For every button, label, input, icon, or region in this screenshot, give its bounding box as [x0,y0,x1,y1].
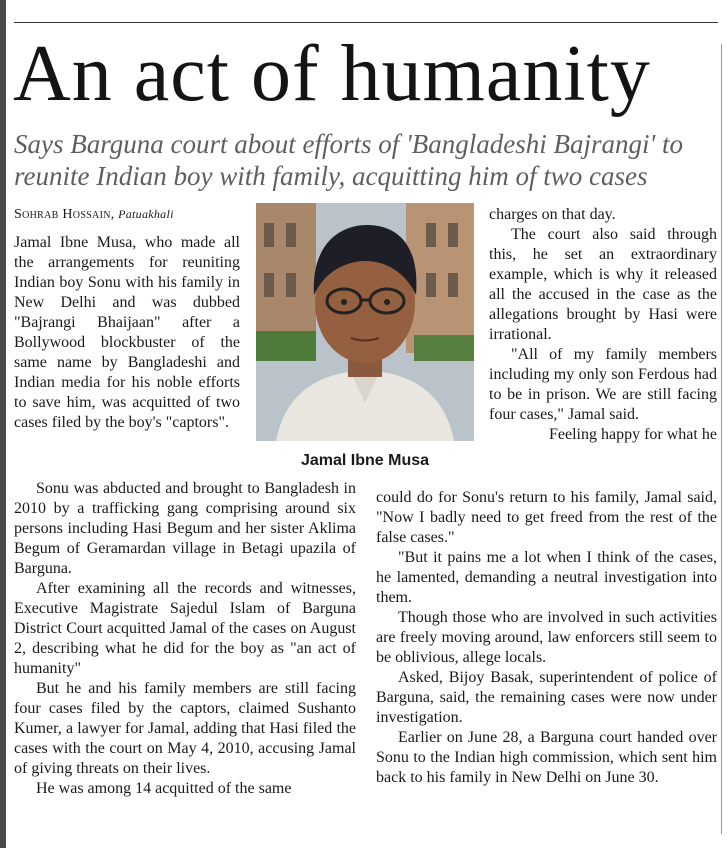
byline-location: Patuakhali [118,207,174,221]
paragraph: could do for Sonu's return to his family, Jamal said, "Now I badly need to get freed from the rest of the false cases." [376,489,717,546]
paragraph: charges on that day. [489,206,616,223]
byline [14,206,174,223]
paragraph: Though those who are involved in such activities are freely moving around, law enforcers still seem to be oblivious, allege locals. [376,609,717,666]
paragraph: Asked, Bijoy Basak, superintendent of police of Barguna, said, the remaining cases were now under investigation. [376,669,717,726]
byline-name: Sohrab Hossain, [14,207,115,222]
portrait-photo [256,203,474,441]
paragraph: Sonu was abducted and brought to Bangladesh in 2010 by a trafficking gang comprising around six persons including Hasi Begum and her sister Aklima Begum of Geramardan village in Betagi upazila of Barguna. [14,480,356,577]
paragraph: But he and his family members are still facing four cases filed by the captors, claimed Sushanto Kumer, a lawyer for Jamal, adding that Hasi filed the cases with the court on May 4, 2010, accusing Jamal of giving threats on their lives. [14,680,356,777]
paragraph: Jamal Ibne Musa, who made all the arrangements for reuniting Indian boy Sonu with his family in New Delhi and was dubbed "Bajrangi Bhaijaan" after a Bollywood blockbuster of the same name by Bangladeshi and Indian media for his noble efforts to save him, was acquitted of two cases filed by the boy's "captors". [14,234,240,431]
column-rule [721,44,722,834]
page-edge-shadow [0,0,6,848]
paragraph: Earlier on June 28, a Barguna court handed over Sonu to the Indian high commission, which sent him back to his family in New Delhi on June 30. [376,729,717,786]
paragraph: "All of my family members including my only son Ferdous had to be in prison. We are still facing four cases," Jamal said. [489,346,717,423]
paragraph: The court also said through this, he set an extraordinary example, which is why it released all the accused in the case as the allegations brought by Hasi were irrational. [489,226,717,343]
paragraph: After examining all the records and witnesses, Executive Magistrate Sajedul Islam of Barguna District Court acquitted Jamal of the cases on August 2, describing what he did for the boy as "an act of humanity" [14,580,356,677]
top-rule [14,22,718,23]
photo-caption: Jamal Ibne Musa [300,452,430,469]
article-column-right-top [489,205,717,445]
article-column-left-bottom [14,479,356,799]
headline: An act of humanity [13,30,651,118]
article-column-right-bottom [376,488,717,788]
deck: Says Barguna court about efforts of 'Bangladeshi Bajrangi' to reunite Indian boy with family, acquitting him of two cases [14,129,684,191]
paragraph: He was among 14 acquitted of the same [36,780,292,797]
paragraph: Feeling happy for what he [549,426,717,443]
article-column-left-top [14,233,240,433]
portrait-illustration [256,203,474,441]
paragraph: "But it pains me a lot when I think of the cases, he lamented, demanding a neutral investigation into them. [376,549,717,606]
